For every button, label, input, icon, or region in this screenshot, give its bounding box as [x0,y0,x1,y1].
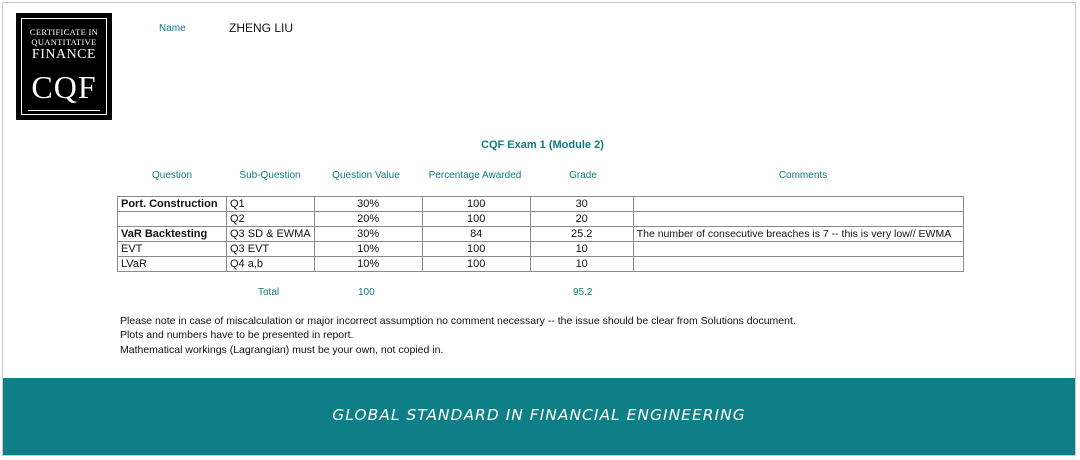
cell-question [118,212,227,227]
cell-question-value: 30% [314,227,422,242]
cell-percentage: 100 [422,242,530,257]
grades-table [117,196,964,272]
certificate-page [2,2,1076,456]
cell-comment [633,257,963,272]
cell-comment [633,242,963,257]
cell-question: VaR Backtesting [118,227,227,242]
cell-sub-question: Q1 [227,197,315,212]
footer-banner [3,378,1075,456]
table-row [118,242,964,257]
cell-question-value: 10% [314,257,422,272]
footer-tagline: GLOBAL STANDARD IN FINANCIAL ENGINEERING [332,406,746,424]
note-line-1: Please note in case of miscalculation or major incorrect assumption no comment necessary -- the issue should be clear from Solutions document. [120,315,796,327]
cell-sub-question: Q2 [227,212,315,227]
cell-question: LVaR [118,257,227,272]
table-row [118,227,964,242]
cell-percentage: 84 [422,227,530,242]
header-comments: Comments [778,170,828,181]
cell-question-value: 20% [314,212,422,227]
header-percentage-awarded: Percentage Awarded [428,170,522,181]
cell-question-value: 30% [314,197,422,212]
candidate-name: ZHENG LIU [229,21,294,35]
cell-percentage: 100 [422,212,530,227]
cell-comment [633,212,963,227]
cell-grade: 10 [530,257,633,272]
logo-underline [28,110,100,111]
header-sub-question: Sub-Question [239,170,301,181]
logo-line-3: FINANCE [31,47,97,62]
total-question-value: 100 [358,287,375,298]
table-row [118,212,964,227]
total-grade: 95.2 [573,287,593,298]
exam-title: CQF Exam 1 (Module 2) [481,139,604,151]
cell-grade: 20 [530,212,633,227]
cell-comment: The number of consecutive breaches is 7 -- this is very low// EWMA [633,227,963,242]
cell-grade: 30 [530,197,633,212]
cqf-logo [16,13,112,120]
total-label: Total [258,287,280,298]
cell-sub-question: Q4 a,b [227,257,315,272]
header-question-value: Question Value [332,170,400,181]
header-grade: Grade [569,170,597,181]
cell-comment [633,197,963,212]
table-row [118,257,964,272]
logo-line-1: CERTIFICATE IN [29,27,99,37]
cell-question: Port. Construction [118,197,227,212]
name-label: Name [159,23,186,34]
cell-question: EVT [118,242,227,257]
cell-percentage: 100 [422,257,530,272]
table-row [118,197,964,212]
header-question: Question [151,170,193,181]
cell-sub-question: Q3 EVT [227,242,315,257]
cell-grade: 25.2 [530,227,633,242]
note-line-2: Plots and numbers have to be presented in report. [120,329,354,341]
logo-line-2: QUANTITATIVE [31,37,97,47]
cell-sub-question: Q3 SD & EWMA [227,227,315,242]
cell-percentage: 100 [422,197,530,212]
logo-mark: CQF [31,69,97,105]
cell-grade: 10 [530,242,633,257]
cell-question-value: 10% [314,242,422,257]
note-line-3: Mathematical workings (Lagrangian) must be your own, not copied in. [120,344,444,356]
